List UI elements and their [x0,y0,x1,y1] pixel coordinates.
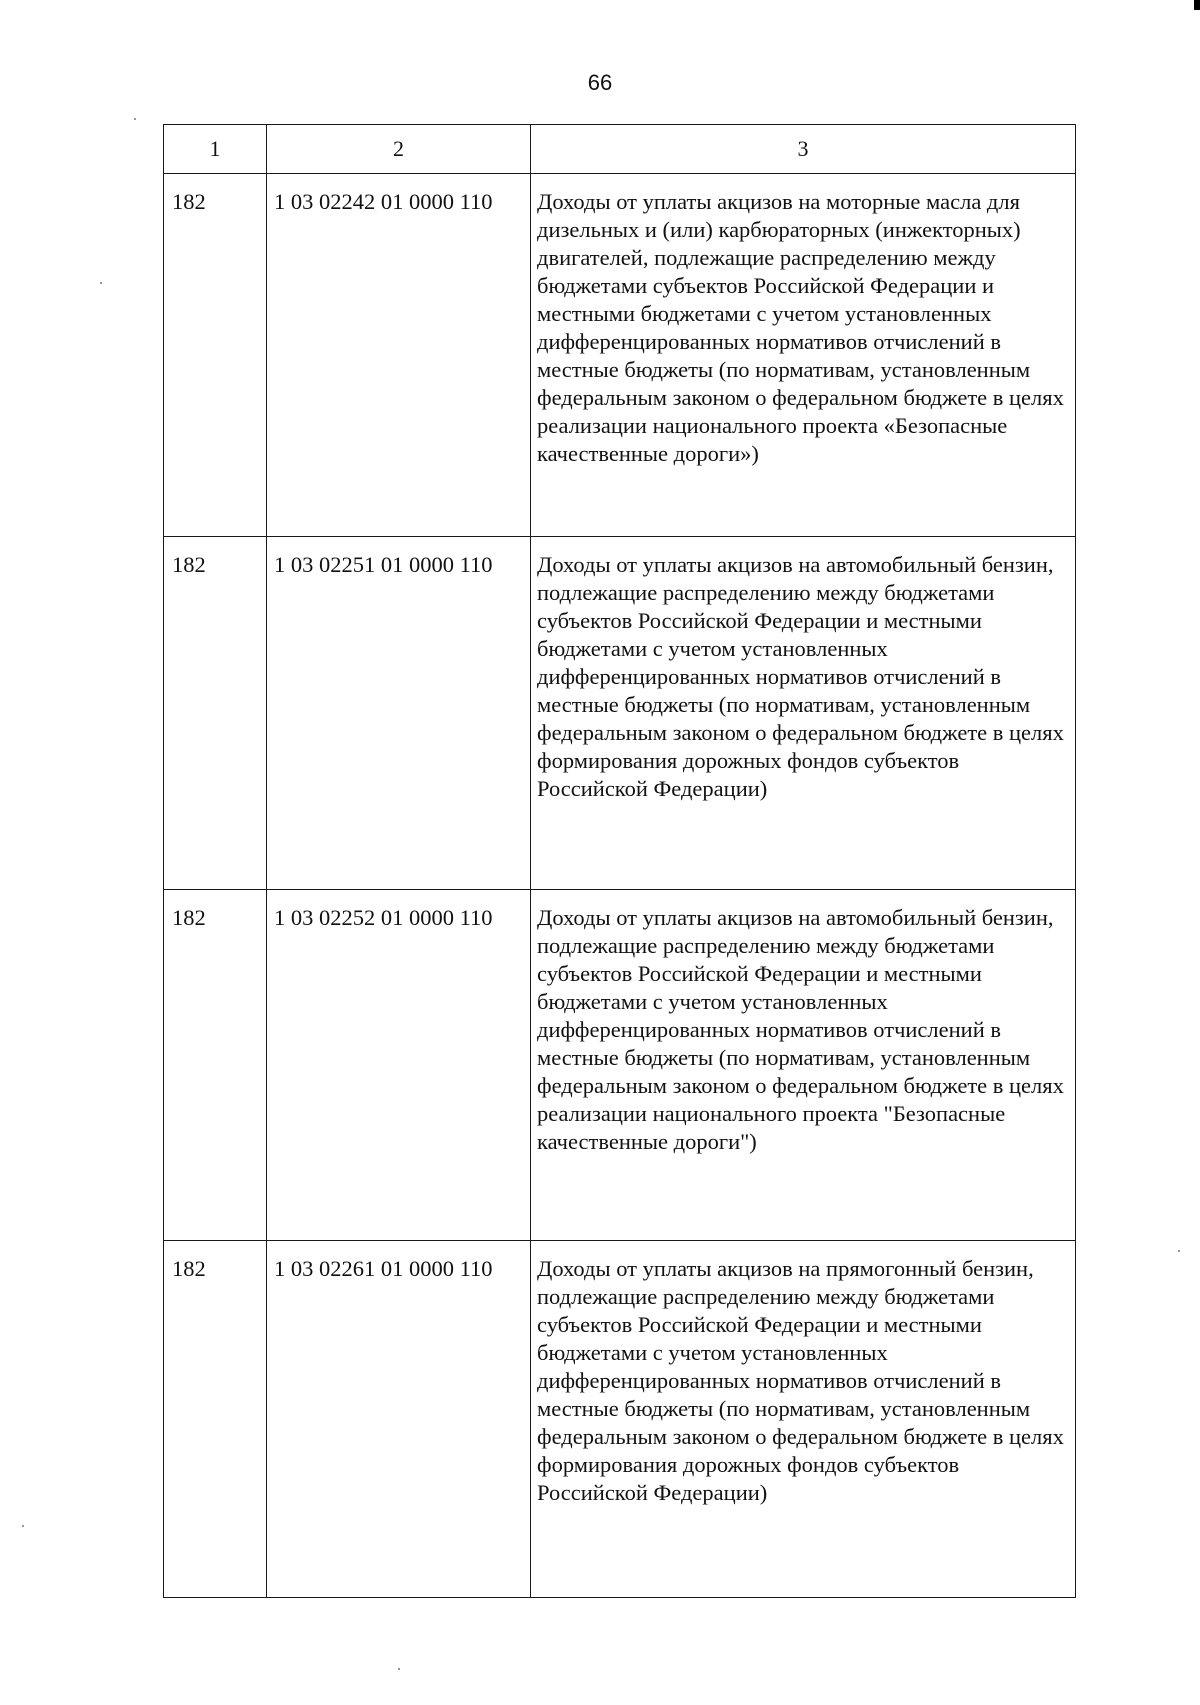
scan-corner-mark [1194,0,1200,10]
budget-code-cell: 1 03 02261 01 0000 110 [267,1241,531,1598]
budget-code-cell: 1 03 02251 01 0000 110 [267,537,531,890]
admin-code-cell: 182 [164,537,267,890]
scan-speck [22,1525,24,1527]
scan-speck [100,282,102,284]
admin-code-cell: 182 [164,174,267,537]
table-row [164,890,1076,1241]
table-header-row [164,125,1076,174]
table-row [164,537,1076,890]
description-cell: Доходы от уплаты акцизов на моторные масла для дизельных и (или) карбюраторных (инжекторных) двигателей, подлежащие распределению между бюджетами субъектов Российской Федерации и местными бюджетами с учетом установленных дифференцированных нормативов отчислений в местные бюджеты (по нормативам, установленным федеральным законом о федеральном бюджете в целях реализации национального проекта «Безопасные качественные дороги») [531,174,1076,537]
header-col-3: 3 [531,125,1076,174]
revenue-codes-table [163,124,1076,1598]
budget-code-cell: 1 03 02242 01 0000 110 [267,174,531,537]
scan-speck [398,1668,400,1670]
table-row [164,174,1076,537]
description-cell: Доходы от уплаты акцизов на автомобильный бензин, подлежащие распределению между бюджетами субъектов Российской Федерации и местными бюджетами с учетом установленных дифференцированных нормативов отчислений в местные бюджеты (по нормативам, установленным федеральным законом о федеральном бюджете в целях реализации национального проекта "Безопасные качественные дороги") [531,890,1076,1241]
scan-speck [134,118,136,120]
description-cell: Доходы от уплаты акцизов на прямогонный бензин, подлежащие распределению между бюджетами субъектов Российской Федерации и местными бюджетами с учетом установленных дифференцированных нормативов отчислений в местные бюджеты (по нормативам, установленным федеральным законом о федеральном бюджете в целях формирования дорожных фондов субъектов Российской Федерации) [531,1241,1076,1598]
admin-code-cell: 182 [164,890,267,1241]
description-cell: Доходы от уплаты акцизов на автомобильный бензин, подлежащие распределению между бюджетами субъектов Российской Федерации и местными бюджетами с учетом установленных дифференцированных нормативов отчислений в местные бюджеты (по нормативам, установленным федеральным законом о федеральном бюджете в целях формирования дорожных фондов субъектов Российской Федерации) [531,537,1076,890]
page-number: 66 [587,70,613,95]
header-col-1: 1 [164,125,267,174]
scan-speck [1178,1250,1180,1252]
admin-code-cell: 182 [164,1241,267,1598]
header-col-2: 2 [267,125,531,174]
table-row [164,1241,1076,1598]
budget-code-cell: 1 03 02252 01 0000 110 [267,890,531,1241]
